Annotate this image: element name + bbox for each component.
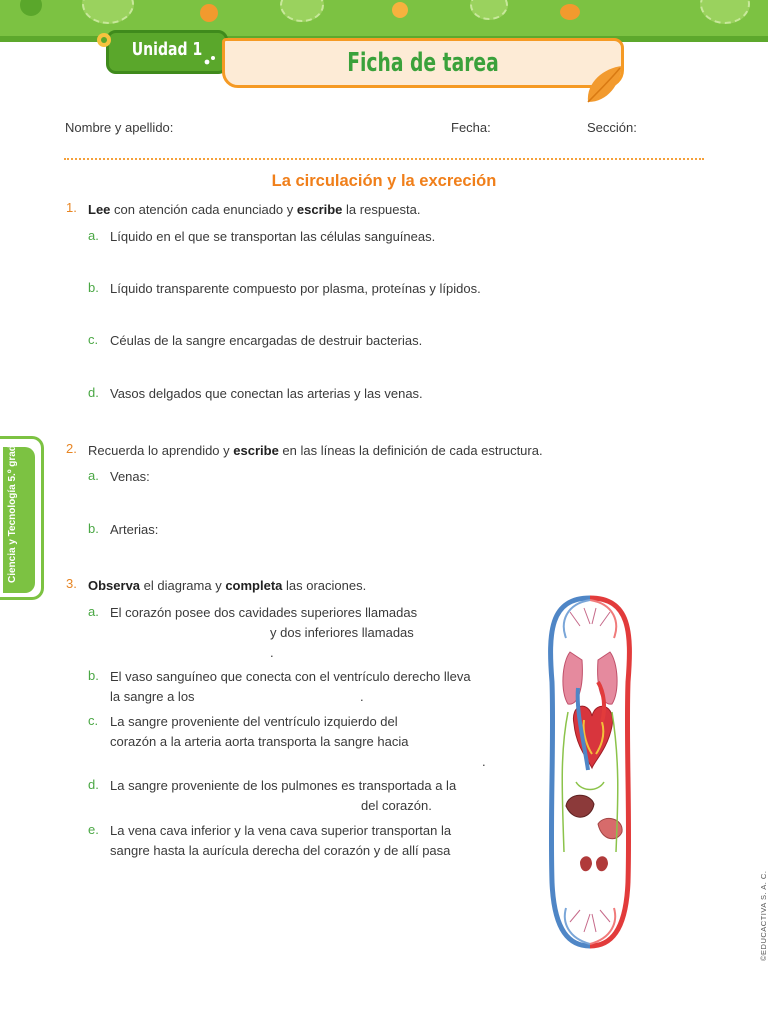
question-2-instruction: Recuerda lo aprendido y escribe en las líneas la definición de cada estructura. [88, 443, 543, 458]
item-letter: c. [88, 332, 99, 347]
question-3b-line2: la sangre a los [110, 689, 195, 704]
item-letter: a. [88, 468, 99, 483]
question-1c-text: Céulas de la sangre encargadas de destruir bacterias. [110, 333, 423, 348]
decor-circle [700, 0, 750, 24]
worksheet-title: Ficha de tarea [347, 48, 499, 78]
question-number: 3. [66, 576, 77, 591]
decor-circle [470, 0, 508, 20]
item-letter: a. [88, 228, 99, 243]
question-1a-text: Líquido en el que se transportan las células sanguíneas. [110, 229, 436, 244]
section-field-label: Sección: [587, 120, 637, 135]
question-3d-line2: del corazón. [361, 798, 432, 813]
decor-circle [280, 0, 324, 22]
question-3a-line3: . [270, 645, 274, 660]
item-letter: d. [88, 385, 99, 400]
item-letter: a. [88, 604, 99, 619]
question-3c-line2: corazón a la arteria aorta transporta la sangre hacia [110, 734, 409, 749]
item-letter: c. [88, 713, 99, 728]
date-field-label: Fecha: [451, 120, 491, 135]
question-3-instruction: Observa el diagrama y completa las oraciones. [88, 578, 367, 593]
name-field-label: Nombre y apellido: [65, 120, 174, 135]
dots-icon [203, 52, 217, 66]
question-1-instruction: Lee con atención cada enunciado y escribe la respuesta. [88, 202, 421, 217]
question-3e-line2: sangre hasta la aurícula derecha del corazón y de allí pasa [110, 843, 451, 858]
question-3a-line1: El corazón posee dos cavidades superiores llamadas [110, 605, 418, 620]
question-3c-line1: La sangre proveniente del ventrículo izquierdo del [110, 714, 398, 729]
copyright-notice: ©EDUCACTIVA S. A. C. [759, 870, 768, 961]
question-3c-line3: . [482, 754, 486, 769]
decor-circle [560, 4, 580, 20]
decor-circle [392, 2, 408, 18]
question-number: 2. [66, 441, 77, 456]
swirl-icon [92, 30, 116, 50]
question-3b-line1: El vaso sanguíneo que conecta con el ventrículo derecho lleva [110, 669, 471, 684]
item-letter: b. [88, 521, 99, 536]
question-3d-line1: La sangre proveniente de los pulmones es transportada a la [110, 778, 457, 793]
decor-circle [82, 0, 134, 24]
section-title: La circulación y la excreción [271, 172, 497, 190]
decor-circle [20, 0, 42, 16]
circulatory-system-diagram [540, 592, 640, 952]
question-2b-text: Arterias: [110, 522, 159, 537]
question-1b-text: Líquido transparente compuesto por plasma, proteínas y lípidos. [110, 281, 481, 296]
question-number: 1. [66, 200, 77, 215]
decor-circle [200, 4, 218, 22]
subject-side-tab [0, 436, 44, 600]
question-3a-line2: y dos inferiores llamadas [270, 625, 414, 640]
item-letter: e. [88, 822, 99, 837]
unit-label: Unidad 1 [131, 39, 203, 60]
subject-grade-label: Ciencia y Tecnología 5.º grado [7, 438, 18, 584]
divider [64, 158, 704, 160]
question-3e-line1: La vena cava inferior y la vena cava superior transportan la [110, 823, 452, 838]
item-letter: b. [88, 668, 99, 683]
question-1d-text: Vasos delgados que conectan las arterias y las venas. [110, 386, 423, 401]
leaf-icon [582, 62, 626, 108]
item-letter: d. [88, 777, 99, 792]
item-letter: b. [88, 280, 99, 295]
worksheet-title-box [222, 38, 624, 88]
question-3b-line2-end: . [360, 689, 364, 704]
question-2a-text: Venas: [110, 469, 150, 484]
